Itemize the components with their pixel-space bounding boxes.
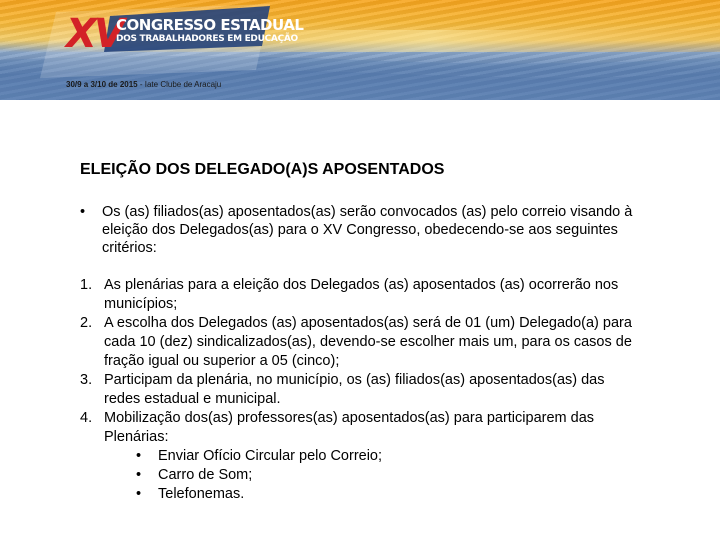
mobilization-item <box>136 466 640 485</box>
mobilization-text: Telefonemas. <box>158 486 245 502</box>
criteria-text: A escolha dos Delegados (as) aposentados(as) será de 01 (um) Delegado(a) para cada 10 (dez) sindicalizados(as), devendo-se escolher mais um, para os casos de fração igual ou superior a 05 (cinco); <box>104 315 632 369</box>
criteria-number: 2. <box>80 315 93 331</box>
criteria-text: As plenárias para a eleição dos Delegados (as) aposentados (as) ocorrerão nos municípios; <box>104 277 619 312</box>
event-info <box>66 80 221 89</box>
mobilization-text: Enviar Ofício Circular pelo Correio; <box>158 448 383 464</box>
criteria-text: Mobilização dos(as) professores(as) aposentados(as) para participarem das Plenárias: <box>104 410 595 445</box>
intro-paragraph <box>80 203 644 257</box>
criteria-item-4 <box>80 409 640 504</box>
criteria-item-1 <box>80 276 640 314</box>
criteria-item-2 <box>80 314 640 371</box>
intro-text: Os (as) filiados(as) aposentados(as) serão convocados (as) pelo correio visando à eleição dos Delegados(as) para o XV Congresso, obedecendo-se aos seguintes critérios: <box>102 204 633 256</box>
bullet-marker: • <box>136 448 142 464</box>
mobilization-text: Carro de Som; <box>158 467 253 483</box>
logo-subtitle: DOS TRABALHADORES EM EDUCAÇÃO <box>116 34 298 44</box>
criteria-list <box>80 276 640 504</box>
criteria-number: 3. <box>80 372 93 388</box>
event-venue: - Iate Clube de Aracaju <box>139 80 222 89</box>
mobilization-item <box>136 485 640 504</box>
criteria-text: Participam da plenária, no município, os (as) filiados(as) aposentados(as) das redes estadual e municipal. <box>104 372 605 407</box>
bullet-marker: • <box>80 204 86 220</box>
mobilization-list <box>136 447 640 504</box>
header-banner <box>0 0 720 100</box>
slide-content <box>80 160 640 504</box>
event-dates: 30/9 a 3/10 de 2015 <box>66 80 138 89</box>
slide-heading: ELEIÇÃO DOS DELEGADO(A)S APOSENTADOS <box>80 161 445 178</box>
logo-roman-numeral: XV <box>66 11 122 57</box>
mobilization-item <box>136 447 640 466</box>
bullet-marker: • <box>136 467 142 483</box>
bullet-marker: • <box>136 486 142 502</box>
logo-title: CONGRESSO ESTADUAL <box>116 16 304 34</box>
criteria-number: 1. <box>80 277 93 293</box>
criteria-item-3 <box>80 371 640 409</box>
criteria-number: 4. <box>80 410 93 426</box>
